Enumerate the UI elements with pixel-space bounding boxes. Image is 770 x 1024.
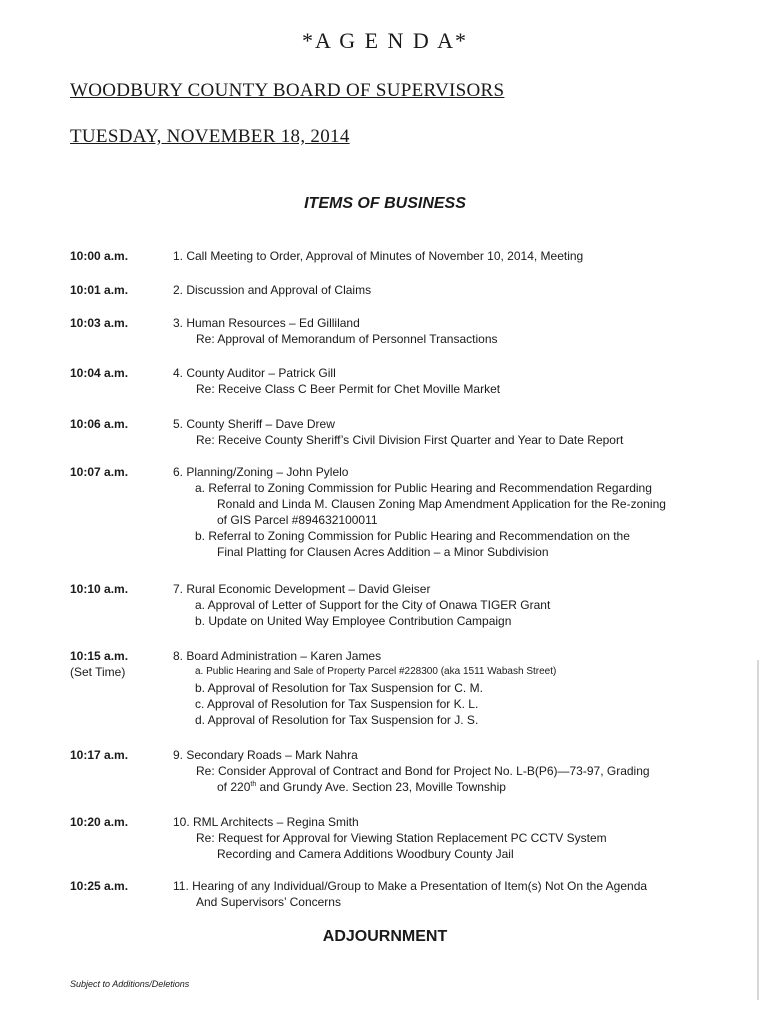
item-detail-text: of 220 xyxy=(217,780,251,794)
item-time: 10:17 a.m. xyxy=(70,748,129,762)
item-subpoint-b-cont: Final Platting for Clausen Acres Addition – a Minor Subdivision xyxy=(217,545,549,559)
section-heading: ITEMS OF BUSINESS xyxy=(304,195,466,212)
item-body xyxy=(173,747,743,795)
item-title: 11. Hearing of any Individual/Group to Make a Presentation of Item(s) Not On the Agenda xyxy=(173,879,648,893)
item-title: 1. Call Meeting to Order, Approval of Minutes of November 10, 2014, Meeting xyxy=(173,249,584,263)
item-title: 9. Secondary Roads – Mark Nahra xyxy=(173,748,358,762)
item-body xyxy=(173,315,743,347)
agenda-title: *A G E N D A* xyxy=(302,28,468,53)
item-subpoint-b: b. Update on United Way Employee Contribution Campaign xyxy=(195,614,512,628)
item-body xyxy=(173,416,743,448)
item-detail: Re: Request for Approval for Viewing Station Replacement PC CCTV System xyxy=(196,831,607,845)
item-detail: Re: Receive County Sheriff’s Civil Division First Quarter and Year to Date Report xyxy=(196,433,624,447)
adjournment-heading: ADJOURNMENT xyxy=(322,928,448,945)
item-time: 10:10 a.m. xyxy=(70,582,129,596)
item-subpoint-a: a. Public Hearing and Sale of Property Parcel #228300 (aka 1511 Wabash Street) xyxy=(195,666,557,677)
item-title: 7. Rural Economic Development – David Gleiser xyxy=(173,582,431,596)
item-body xyxy=(173,581,743,629)
item-time: 10:01 a.m. xyxy=(70,283,129,297)
item-time: 10:04 a.m. xyxy=(70,366,129,380)
board-name: WOODBURY COUNTY BOARD OF SUPERVISORS xyxy=(70,80,505,101)
item-body xyxy=(173,365,743,397)
item-detail-cont xyxy=(173,779,743,795)
item-time: 10:20 a.m. xyxy=(70,815,129,829)
item-body xyxy=(173,248,743,264)
item-title: 5. County Sheriff – Dave Drew xyxy=(173,417,335,431)
item-subpoint-c: c. Approval of Resolution for Tax Suspension for K. L. xyxy=(195,697,479,711)
item-detail-cont: Recording and Camera Additions Woodbury County Jail xyxy=(217,847,514,861)
item-subpoint-b: b. Referral to Zoning Commission for Public Hearing and Recommendation on the xyxy=(195,529,630,543)
item-time: 10:00 a.m. xyxy=(70,249,129,263)
item-subpoint-d: d. Approval of Resolution for Tax Suspension for J. S. xyxy=(195,713,479,727)
item-subpoint-a-cont: Ronald and Linda M. Clausen Zoning Map Amendment Application for the Re-zoning xyxy=(217,497,666,511)
meeting-date: TUESDAY, NOVEMBER 18, 2014 xyxy=(70,126,350,147)
item-detail: Re: Consider Approval of Contract and Bond for Project No. L-B(P6)—73-97, Grading xyxy=(196,764,650,778)
item-subpoint-b: b. Approval of Resolution for Tax Suspension for C. M. xyxy=(195,681,483,695)
item-subpoint-a: a. Referral to Zoning Commission for Public Hearing and Recommendation Regarding xyxy=(195,481,652,495)
scan-edge-line xyxy=(757,660,759,1000)
item-title: 8. Board Administration – Karen James xyxy=(173,649,382,663)
item-title: 10. RML Architects – Regina Smith xyxy=(173,815,359,829)
item-detail: Re: Approval of Memorandum of Personnel Transactions xyxy=(196,332,498,346)
item-subpoint-a-cont: of GIS Parcel #894632100011 xyxy=(217,513,378,527)
item-time: 10:25 a.m. xyxy=(70,879,129,893)
item-subpoint-a: a. Approval of Letter of Support for the City of Onawa TIGER Grant xyxy=(195,598,551,612)
item-time: 10:03 a.m. xyxy=(70,316,129,330)
item-title: 6. Planning/Zoning – John Pylelo xyxy=(173,465,349,479)
item-detail-text: and Grundy Ave. Section 23, Moville Township xyxy=(256,780,506,794)
item-body xyxy=(173,464,743,560)
item-detail: Re: Receive Class C Beer Permit for Chet Moville Market xyxy=(196,382,501,396)
footer-note: Subject to Additions/Deletions xyxy=(70,979,190,989)
item-body xyxy=(173,282,743,298)
item-body xyxy=(173,648,743,728)
item-time: 10:07 a.m. xyxy=(70,465,129,479)
ordinal-suffix: th xyxy=(250,781,257,788)
item-title: 3. Human Resources – Ed Gilliland xyxy=(173,316,360,330)
item-detail: And Supervisors’ Concerns xyxy=(196,895,341,909)
item-set-time-note: (Set Time) xyxy=(70,665,126,679)
item-body xyxy=(173,878,743,910)
item-title: 4. County Auditor – Patrick Gill xyxy=(173,366,336,380)
item-time: 10:06 a.m. xyxy=(70,417,129,431)
item-time: 10:15 a.m. xyxy=(70,649,129,663)
item-title: 2. Discussion and Approval of Claims xyxy=(173,283,372,297)
item-body xyxy=(173,814,743,862)
